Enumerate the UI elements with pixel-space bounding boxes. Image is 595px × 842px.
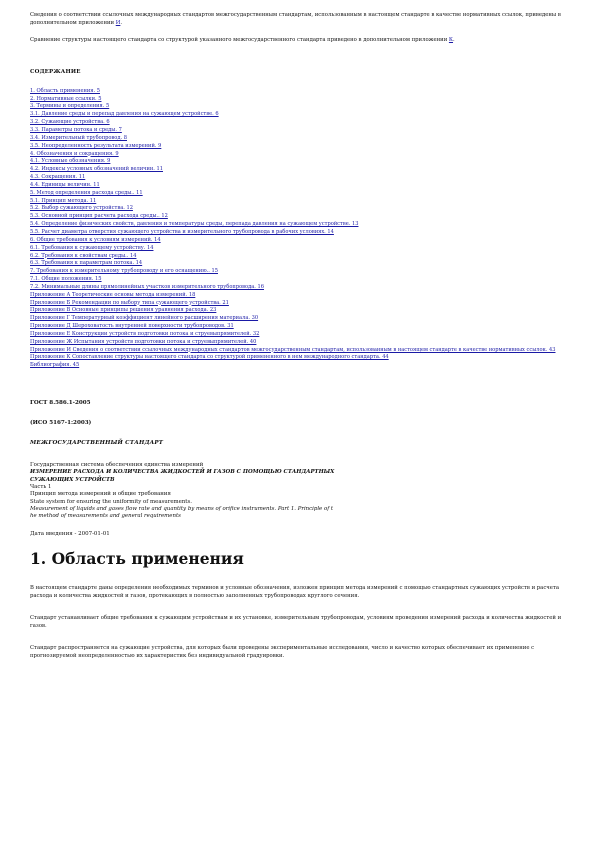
- toc-item[interactable]: 5.4. Определение физических свойств, давления и температуры среды, перепада давления на сужающем устройстве. 13: [30, 221, 359, 228]
- section-paragraph-3: Стандарт распространяется на сужающие устройства, для которых были проведены экспериментальные исследования, число и качество которых обеспечивает их применение с прогнозируемой неопределенностью их характеристик без индивидуальной градуировки.: [30, 644, 535, 659]
- toc-item[interactable]: 4.2. Индексы условных обозначений величин. 11: [30, 166, 163, 173]
- title-line-8: he method of measurements and general requirements: [30, 513, 181, 520]
- title-line-3: СУЖАЮЩИХ УСТРОЙСТВ: [30, 476, 115, 483]
- appendix-i-link[interactable]: И: [115, 19, 121, 26]
- toc-item[interactable]: 7. Требования к измерительному трубопроводу и его оснащению.. 15: [30, 268, 218, 275]
- appendix-k-link[interactable]: К: [448, 37, 454, 44]
- intro-p2-end: .: [453, 37, 455, 44]
- toc-item[interactable]: 6.2. Требования к свойствам среды.. 14: [30, 252, 137, 259]
- toc-item[interactable]: 5.3. Основной принцип расчета расхода среды.. 12: [30, 213, 168, 220]
- toc-item[interactable]: 3.3. Параметры потока и среды. 7: [30, 127, 122, 133]
- toc-title: СОДЕРЖАНИЕ: [30, 68, 81, 75]
- toc-item[interactable]: 4.3. Сокращения. 11: [30, 174, 86, 181]
- intro-p1-end: .: [120, 19, 123, 26]
- toc-item[interactable]: Приложение Б Рекомендации по выбору типа сужающего устройства. 21: [30, 299, 229, 306]
- title-line-7: Measurement of liquids and gases flow rate and quantity by means of orifice instruments. Part 1. Principle of t: [30, 505, 334, 512]
- toc-item[interactable]: Приложение А Теоретические основы метода измерений. 18: [30, 291, 196, 298]
- toc-item[interactable]: Приложение Д Шероховатость внутренней поверхности трубопроводов. 31: [30, 323, 234, 330]
- intro-paragraph-2: [30, 37, 570, 45]
- toc-item[interactable]: Приложение Ж Испытания устройств подготовки потока и струевыпрямителей. 40: [30, 338, 257, 345]
- section-paragraph-2: Стандарт устанавливает общие требования к сужающим устройствам и их установке, измерительным трубопроводам, условиям проведения измерений расхода и количества жидкостей и газов.: [30, 614, 562, 629]
- interstate-standard-label: МЕЖГОСУДАРСТВЕННЫЙ СТАНДАРТ: [30, 440, 164, 447]
- title-line-5: Принцип метода измерений и общие требования: [30, 491, 171, 498]
- toc-item[interactable]: 4.1. Условные обозначения. 9: [30, 158, 111, 165]
- standard-title-block: [30, 462, 570, 520]
- toc-item[interactable]: 2. Нормативные ссылки. 5: [30, 95, 102, 102]
- effective-date: Дата введения - 2007-01-01: [30, 530, 110, 537]
- toc-item[interactable]: 6. Общие требования к условиям измерений. 14: [30, 236, 161, 243]
- section-paragraph-1: В настоящем стандарте даны определения необходимых терминов и условные обозначения, изложен принцип метода измерений с помощью стандартных сужающих устройств и расчета расхода и количества жидкостей и газов, протекающих в полностью заполненных трубопроводах круглого сечения.: [30, 584, 560, 599]
- toc-item[interactable]: 5. Метод определения расхода среды.. 11: [30, 189, 143, 196]
- toc-item[interactable]: 4. Обозначения и сокращения. 9: [30, 150, 119, 157]
- toc-item[interactable]: 3.4. Измерительный трубопровод. 8: [30, 134, 127, 141]
- toc-item[interactable]: 3. Термины и определения. 5: [30, 103, 110, 110]
- toc-item[interactable]: Приложение В Основные принципы решения уравнения расхода. 23: [30, 307, 217, 314]
- toc-item[interactable]: 5.2. Выбор сужающего устройства. 12: [30, 205, 133, 212]
- toc-item[interactable]: 3.1. Давление среды и перепад давления на сужающем устройстве. 6: [30, 111, 219, 118]
- toc-item[interactable]: 4.4. Единицы величин. 11: [30, 181, 100, 188]
- toc-item[interactable]: 5.5. Расчет диаметра отверстия сужающего устройства и измерительного трубопровода в рабочих условиях. 14: [30, 228, 334, 235]
- toc-item[interactable]: Библиография. 45: [30, 362, 80, 369]
- toc-item[interactable]: Приложение И Сведения о соответствии ссылочных международных стандартов межгосударственным стандартам, использованным в настоящем стандарте в качестве нормативных ссылок. 43: [30, 346, 556, 353]
- document-page: [30, 12, 570, 660]
- table-of-contents: [30, 88, 570, 370]
- toc-item[interactable]: 1. Область применения. 5: [30, 87, 100, 94]
- toc-item[interactable]: 3.2. Сужающие устройства. 6: [30, 119, 110, 126]
- intro-p1-text: Сведения о соответствии ссылочных международных стандартов межгосударственным стандартам, использованным в настоящем стандарте в качестве нормативных ссылок, приведены в дополнительном приложении: [30, 12, 561, 26]
- iso-reference: (ИСО 5167-1:2003): [30, 420, 92, 427]
- title-line-4: Часть 1: [30, 484, 52, 491]
- title-line-1: Государственная система обеспечения единства измерений: [30, 462, 204, 469]
- intro-paragraph-1: [30, 12, 570, 27]
- toc-item[interactable]: Приложение К Сопоставление структуры настоящего стандарта со структурой примененного в нем международного стандарта. 44: [30, 354, 389, 361]
- section-heading: 1. Область применения: [30, 548, 244, 568]
- toc-item[interactable]: 6.3. Требования к параметрам потока. 14: [30, 260, 143, 267]
- toc-item[interactable]: 7.2. Минимальные длины прямолинейных участков измерительного трубопровода. 16: [30, 283, 264, 290]
- toc-item[interactable]: 5.1. Принцип метода. 11: [30, 197, 97, 204]
- toc-item[interactable]: Приложение Е Конструкции устройств подготовки потока и струевыпрямителей. 32: [30, 330, 260, 337]
- toc-item[interactable]: Приложение Г Температурный коэффициент линейного расширения материала. 30: [30, 315, 259, 322]
- toc-item[interactable]: 6.1. Требования к сужающему устройству. 14: [30, 244, 154, 251]
- gost-number: ГОСТ 8.586.1-2005: [30, 400, 91, 407]
- intro-p2-text: Сравнение структуры настоящего стандарта со структурой указанного межгосударственного стандарта приведено в дополнительном приложении: [30, 37, 449, 44]
- title-line-2: ИЗМЕРЕНИЕ РАСХОДА И КОЛИЧЕСТВА ЖИДКОСТЕЙ И ГАЗОВ С ПОМОЩЬЮ СТАНДАРТНЫХ: [30, 469, 335, 476]
- toc-item[interactable]: 3.5. Неопределенность результата измерений. 9: [30, 142, 162, 149]
- title-line-6: State system for ensuring the uniformity of measurements.: [30, 498, 192, 505]
- toc-item[interactable]: 7.1. Общие положения. 15: [30, 276, 102, 283]
